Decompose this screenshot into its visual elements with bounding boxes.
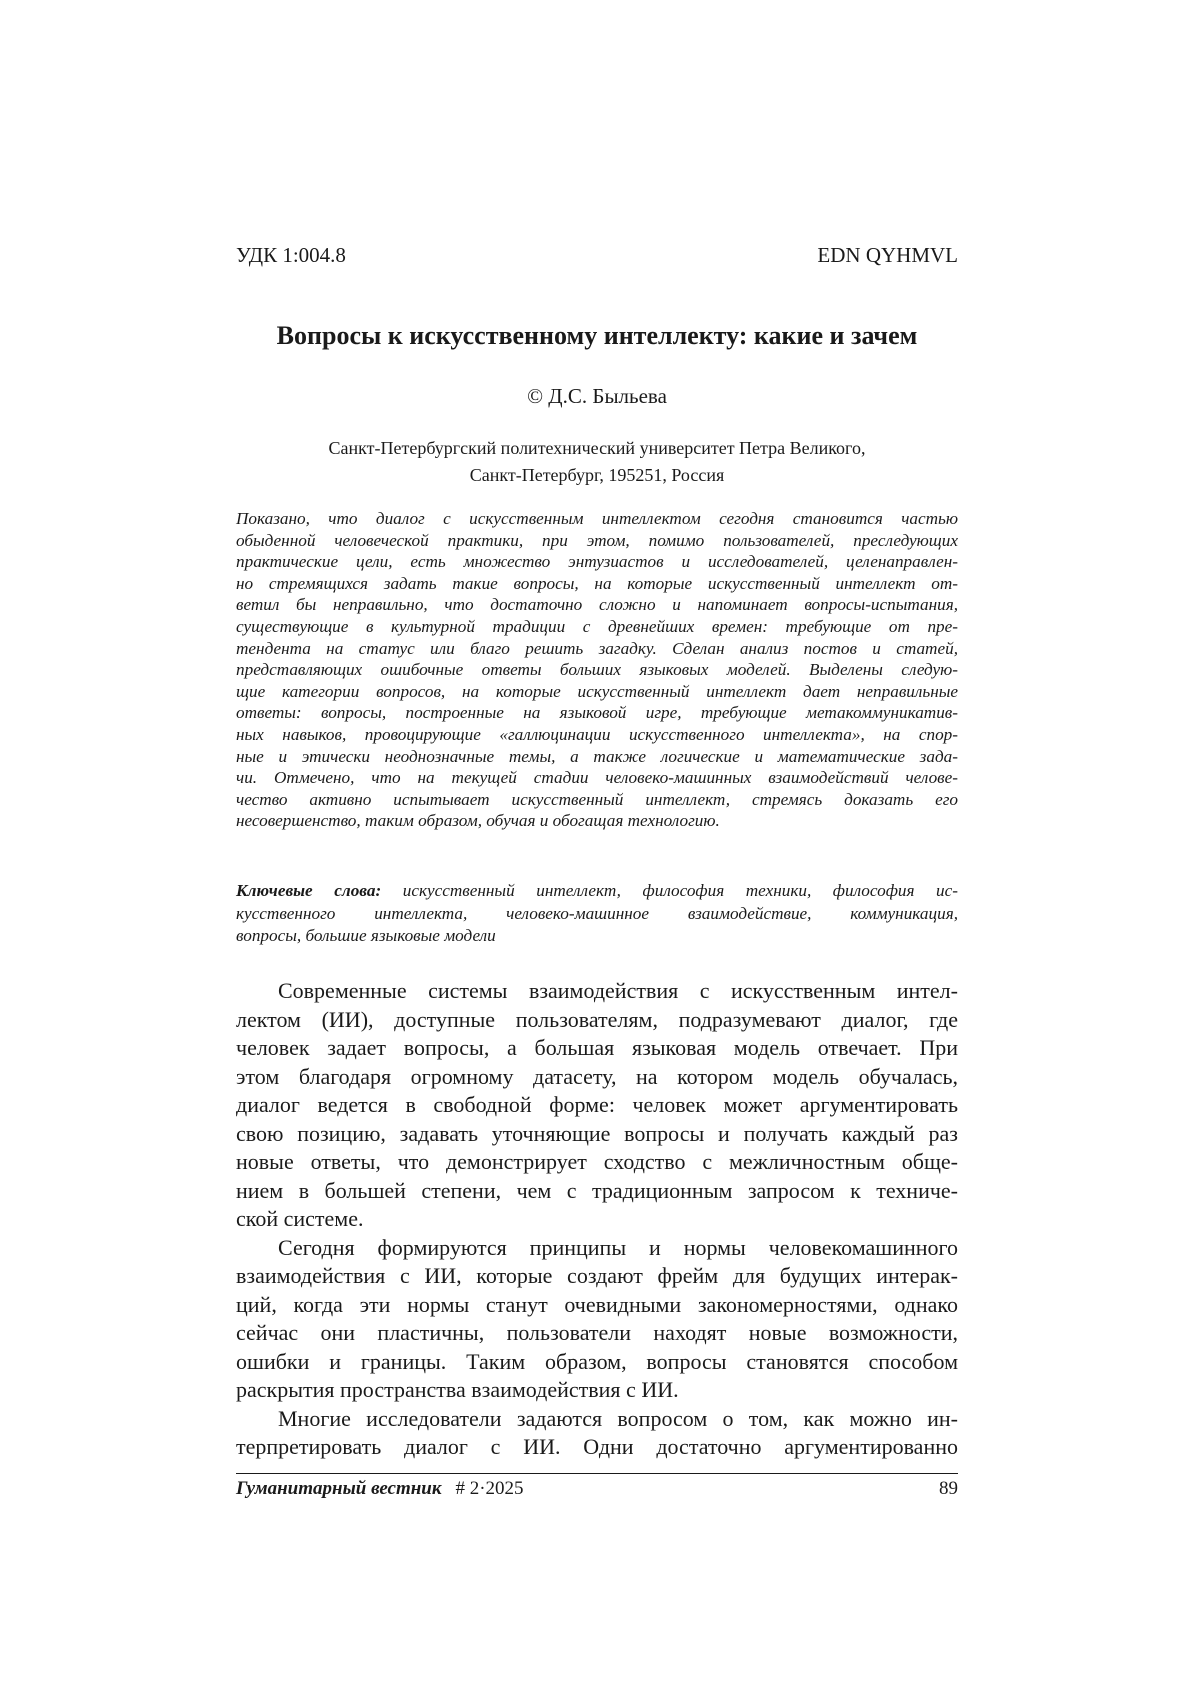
page-footer [236,1478,958,1500]
body-line: ской системе. [236,1206,364,1231]
body-line: этом благодаря огромному датасету, на котором модель обучалась, [236,1063,958,1089]
edn-code: EDN QYHMVL [817,243,958,267]
abstract-line: чество активно испытывает искусственный интеллект, стремясь доказать его [236,789,958,809]
body-line: ошибки и границы. Таким образом, вопросы становятся способом [236,1348,958,1374]
body-line: Современные системы взаимодействия с искусственным интел- [278,978,958,1003]
body-line: нием в большей степени, чем с традиционным запросом к техниче- [236,1177,958,1203]
body-text [236,977,958,1462]
keywords-line [236,880,958,903]
abstract-line: ные и этически неоднозначные темы, а также логические и математические зада- [236,746,958,766]
keywords [236,880,958,948]
body-line: сейчас они пластичны, пользователи находят новые возможности, [236,1320,958,1345]
abstract-line: чи. Отмечено, что на текущей стадии человеко-машинных взаимодействий челове- [236,768,958,788]
keywords-label: Ключевые слова: [236,881,382,900]
affiliation-line: Санкт-Петербургский политехнический университет Петра Великого, [328,438,866,458]
body-line: Сегодня формируются принципы и нормы человекомашинного [278,1234,958,1260]
abstract-line: представляющих ошибочные ответы больших языковых моделей. Выделены следую- [236,660,958,680]
body-line: лектом (ИИ), доступные пользователям, подразумевают диалог, где [236,1006,958,1032]
keywords-text: искусственный интеллект, философия техники, философия ис- [402,881,958,900]
abstract-line: Показано, что диалог с искусственным интеллектом сегодня становится частью [236,509,958,528]
journal-issue: # 2·2025 [455,1478,524,1499]
abstract-line: ответы: вопросы, построенные на языковой игре, требующие метакоммуникатив- [236,703,958,723]
keywords-line: вопросы, большие языковые модели [236,926,496,945]
footer-divider [236,1473,958,1474]
udk-code: УДК 1:004.8 [236,243,346,267]
body-line: свою позицию, задавать уточняющие вопросы и получать каждый раз [236,1120,958,1146]
abstract-line: несовершенство, таким образом, обучая и обогащая технологию. [236,811,720,831]
body-line: диалог ведется в свободной форме: человек может аргументировать [236,1092,958,1117]
abstract-line: ветил бы неправильно, что достаточно сложно и напоминает вопросы-испытания, [236,595,958,615]
keywords-line: кусственного интеллекта, человеко-машинное взаимодействие, коммуникация, [236,903,958,923]
page-number: 89 [939,1478,958,1499]
body-line: Многие исследователи задаются вопросом о том, как можно ин- [278,1405,958,1431]
body-line: терпретировать диалог с ИИ. Одни достаточно аргументированно [236,1434,958,1459]
abstract-line: тендента на статус или благо решить загадку. Сделан анализ постов и статей, [236,638,958,658]
author-affiliation [236,435,958,489]
abstract [236,508,958,832]
journal-name: Гуманитарный вестник [236,1478,442,1499]
affiliation-line: Санкт-Петербург, 195251, Россия [469,465,725,485]
body-line: новые ответы, что демонстрирует сходство с межличностным обще- [236,1149,958,1174]
article-author: © Д.С. Быльева [527,384,667,408]
article-title: Вопросы к искусственному интеллекту: какие и зачем [276,321,918,350]
abstract-line: существующие в культурной традиции с древнейших времен: требующие от пре- [236,616,958,636]
body-line: раскрытия пространства взаимодействия с ИИ. [236,1377,679,1402]
abstract-line: обыденной человеческой практики, при этом, помимо пользователей, преследующих [236,530,958,550]
body-line: человек задает вопросы, а большая языковая модель отвечает. При [236,1035,958,1060]
abstract-line: щие категории вопросов, на которые искусственный интеллект дает неправильные [236,681,958,701]
abstract-line: но стремящихся задать такие вопросы, на которые искусственный интеллект от- [236,573,958,593]
abstract-line: ных навыков, провоцирующие «галлюцинации искусственного интеллекта», на спор- [236,724,958,744]
body-line: взаимодействия с ИИ, которые создают фрейм для будущих интерак- [236,1263,958,1288]
abstract-line: практические цели, есть множество энтузиастов и исследователей, целенаправлен- [236,552,958,572]
body-line: ций, когда эти нормы станут очевидными закономерностями, однако [236,1291,958,1317]
